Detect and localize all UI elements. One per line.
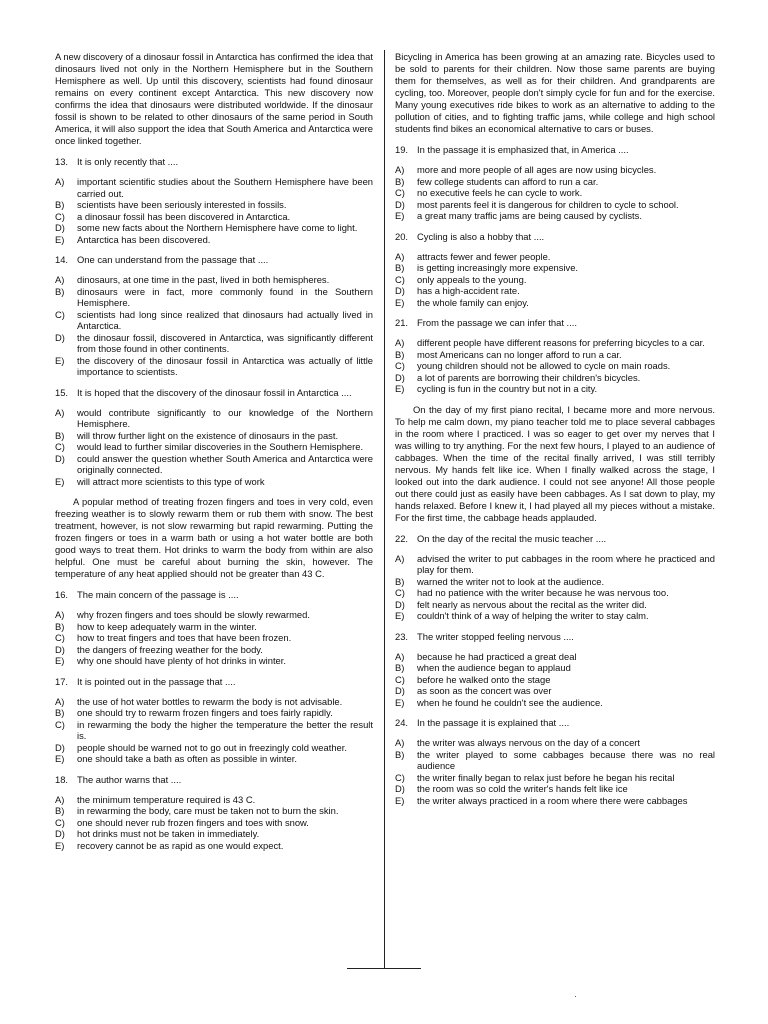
answer-option bbox=[55, 840, 373, 852]
option-text: is getting increasingly more expensive. bbox=[417, 262, 579, 273]
option-text: the whole family can enjoy. bbox=[417, 296, 529, 308]
option-text: one should take a bath as often as possible in winter. bbox=[77, 753, 297, 764]
option-letter: B) bbox=[55, 429, 65, 441]
option-letter: C) bbox=[55, 632, 65, 643]
option-letter: E) bbox=[55, 233, 65, 245]
option-letter: E) bbox=[395, 210, 405, 221]
answer-options bbox=[55, 696, 373, 765]
answer-option bbox=[55, 707, 373, 719]
answer-option bbox=[395, 553, 715, 576]
right-column bbox=[395, 51, 715, 815]
answer-option bbox=[55, 222, 373, 234]
option-letter: B) bbox=[55, 199, 65, 210]
option-text: advised the writer to put cabbages in the room where he practiced and play for them. bbox=[417, 552, 715, 575]
answer-option bbox=[395, 772, 715, 784]
option-letter: E) bbox=[55, 475, 65, 487]
option-letter: D) bbox=[395, 285, 405, 296]
option-text: couldn't think of a way of helping the writer to stay calm. bbox=[417, 610, 649, 621]
option-letter: C) bbox=[395, 587, 405, 598]
option-letter: A) bbox=[395, 737, 405, 748]
option-text: some new facts about the Northern Hemisphere have come to light. bbox=[77, 222, 358, 233]
answer-option bbox=[395, 274, 715, 286]
option-text: young children should not be allowed to cycle on main roads. bbox=[417, 360, 671, 371]
option-letter: E) bbox=[395, 696, 405, 708]
question-number: 13. bbox=[55, 156, 69, 167]
option-letter: B) bbox=[55, 805, 65, 816]
question-text: Cycling is also a hobby that .... bbox=[417, 230, 545, 242]
option-text: the minimum temperature required is 43 C. bbox=[77, 793, 256, 805]
option-text: dinosaurs were in fact, more commonly found in the Southern Hemisphere. bbox=[77, 285, 373, 308]
answer-option bbox=[395, 360, 715, 372]
question-text: The writer stopped feeling nervous .... bbox=[417, 630, 574, 642]
answer-option bbox=[55, 609, 373, 621]
question-stem bbox=[395, 533, 715, 545]
answer-option bbox=[395, 697, 715, 709]
question-text: From the passage we can infer that .... bbox=[417, 317, 577, 328]
option-text: as soon as the concert was over bbox=[417, 685, 552, 696]
option-text: one should try to rewarm frozen fingers and toes fairly rapidly. bbox=[77, 707, 333, 718]
option-letter: E) bbox=[55, 753, 65, 764]
option-text: hot drinks must not be taken in immediately. bbox=[77, 828, 260, 839]
option-text: will attract more scientists to this type of work bbox=[77, 475, 265, 487]
answer-options bbox=[55, 176, 373, 245]
option-letter: E) bbox=[395, 610, 405, 621]
option-text: could answer the question whether South America and Antarctica were originally connected. bbox=[77, 452, 373, 475]
answer-option bbox=[55, 632, 373, 644]
answer-option bbox=[395, 737, 715, 749]
answer-option bbox=[395, 372, 715, 384]
answer-option bbox=[55, 274, 373, 286]
option-text: the discovery of the dinosaur fossil in Antarctica was actually of little importance to scientists. bbox=[77, 354, 373, 377]
answer-option bbox=[395, 383, 715, 395]
left-column bbox=[55, 51, 373, 860]
answer-options bbox=[395, 251, 715, 309]
answer-option bbox=[55, 430, 373, 442]
answer-options bbox=[395, 164, 715, 222]
option-text: more and more people of all ages are now using bicycles. bbox=[417, 164, 657, 175]
option-text: most Americans can no longer afford to run a car. bbox=[417, 348, 622, 360]
option-text: when the audience began to applaud bbox=[417, 662, 571, 673]
answer-option bbox=[55, 805, 373, 817]
answer-option bbox=[395, 164, 715, 176]
option-letter: A) bbox=[55, 695, 65, 707]
answer-option bbox=[55, 696, 373, 708]
answer-options bbox=[395, 337, 715, 395]
option-letter: C) bbox=[395, 273, 405, 285]
option-text: Antarctica has been discovered. bbox=[77, 233, 211, 245]
option-text: the room was so cold the writer's hands felt like ice bbox=[417, 783, 628, 794]
reading-passage: Bicycling in America has been growing at an amazing rate. Bicycles used to be sold to parents for their children. Now those same parents are buying them for themselves, as well as for their children. And grandparents are cycling, too. Moreover, people don't simply cycle for fun and for the exercise. Many young executives ride bikes to work as an alternative to adding to the pollution of cities, and to fighting traffic jams, while college and high school students find bikes an economical alternative to cars or buses. bbox=[395, 51, 715, 134]
option-letter: C) bbox=[55, 816, 65, 828]
option-text: will throw further light on the existence of dinosaurs in the past. bbox=[77, 429, 339, 441]
option-letter: D) bbox=[395, 598, 405, 610]
answer-option bbox=[395, 349, 715, 361]
option-text: a dinosaur fossil has been discovered in Antarctica. bbox=[77, 210, 291, 222]
answer-option bbox=[55, 355, 373, 378]
question-text: It is hoped that the discovery of the dinosaur fossil in Antarctica .... bbox=[77, 386, 352, 398]
answer-option bbox=[55, 794, 373, 806]
option-letter: E) bbox=[395, 794, 405, 806]
option-text: when he found he couldn't see the audience. bbox=[417, 696, 603, 708]
question-number: 22. bbox=[395, 532, 409, 544]
option-text: recovery cannot be as rapid as one would expect. bbox=[77, 839, 284, 851]
option-text: dinosaurs, at one time in the past, lived in both hemispheres. bbox=[77, 274, 330, 285]
option-text: a great many traffic jams are being caused by cyclists. bbox=[417, 210, 642, 221]
option-letter: D) bbox=[395, 198, 405, 210]
answer-option bbox=[55, 753, 373, 765]
option-letter: E) bbox=[55, 354, 65, 366]
answer-options bbox=[55, 609, 373, 667]
option-text: before he walked onto the stage bbox=[417, 673, 551, 685]
question-stem bbox=[55, 254, 373, 266]
option-text: the use of hot water bottles to rewarm the body is not advisable. bbox=[77, 695, 343, 707]
answer-option bbox=[395, 651, 715, 663]
option-text: people should be warned not to go out in freezingly cold weather. bbox=[77, 741, 347, 753]
answer-option bbox=[55, 286, 373, 309]
answer-option bbox=[55, 441, 373, 453]
option-text: because he had practiced a great deal bbox=[417, 650, 577, 662]
option-text: attracts fewer and fewer people. bbox=[417, 250, 551, 262]
option-letter: A) bbox=[395, 164, 405, 175]
option-text: the writer finally began to relax just before he began his recital bbox=[417, 771, 675, 783]
option-letter: A) bbox=[55, 406, 65, 418]
page-mark bbox=[575, 996, 576, 997]
option-text: the dangers of freezing weather for the body. bbox=[77, 643, 263, 655]
column-divider bbox=[384, 50, 385, 968]
answer-option bbox=[55, 176, 373, 199]
option-text: one should never rub frozen fingers and toes with snow. bbox=[77, 816, 309, 828]
answer-option bbox=[395, 210, 715, 222]
option-letter: A) bbox=[395, 250, 405, 262]
question-stem bbox=[55, 774, 373, 786]
question-number: 21. bbox=[395, 317, 409, 328]
question-number: 17. bbox=[55, 675, 69, 687]
answer-option bbox=[395, 749, 715, 772]
answer-option bbox=[395, 187, 715, 199]
question-text: One can understand from the passage that .... bbox=[77, 254, 269, 265]
option-letter: B) bbox=[395, 262, 405, 273]
option-text: cycling is fun in the country but not in a city. bbox=[417, 383, 598, 394]
option-text: in rewarming the body the higher the temperature the better the result is. bbox=[77, 718, 373, 741]
option-letter: C) bbox=[395, 187, 405, 198]
answer-option bbox=[395, 795, 715, 807]
option-text: warned the writer not to look at the audience. bbox=[417, 575, 605, 587]
option-text: the dinosaur fossil, discovered in Antarctica, was significantly different from those found in other continents. bbox=[77, 331, 373, 354]
question-stem bbox=[395, 144, 715, 156]
option-letter: B) bbox=[395, 748, 405, 760]
question-number: 16. bbox=[55, 589, 69, 600]
option-letter: D) bbox=[55, 222, 65, 233]
option-letter: B) bbox=[55, 707, 65, 718]
option-letter: A) bbox=[55, 274, 65, 285]
option-text: would lead to further similar discoveries in the Southern Hemisphere. bbox=[77, 441, 364, 452]
answer-options bbox=[55, 794, 373, 852]
option-text: the writer always practiced in a room where there were cabbages bbox=[417, 794, 688, 806]
answer-option bbox=[395, 199, 715, 211]
option-text: few college students can afford to run a car. bbox=[417, 175, 599, 187]
option-text: would contribute significantly to our knowledge of the Northern Hemisphere. bbox=[77, 406, 373, 429]
option-letter: E) bbox=[395, 296, 405, 308]
option-letter: D) bbox=[55, 452, 65, 464]
answer-options bbox=[395, 737, 715, 806]
option-letter: D) bbox=[55, 331, 65, 343]
option-letter: A) bbox=[55, 793, 65, 805]
answer-option bbox=[55, 211, 373, 223]
reading-passage: On the day of my first piano recital, I became more and more nervous. To help me calm down, my piano teacher told me to place several cabbages in the room where I practiced. I was so eager to get over my nerves that I was willing to try anything. For the next few hours, I played to an audience of cabbages. When the time of the recital finally arrived, I was still terribly nervous. My hands felt like ice. When I finally walked across the stage, I looked out into the dark audience. I could not see anyone! All those people out there could just as easily have been cabbages. As I sat down to play, my hands relaxed. Before I knew it, I had played all my pieces without a mistake. For the first time, the cabbage heads applauded. bbox=[395, 403, 715, 523]
question-number: 14. bbox=[55, 254, 69, 265]
answer-option bbox=[55, 309, 373, 332]
answer-option bbox=[395, 262, 715, 274]
answer-option bbox=[395, 610, 715, 622]
option-text: in rewarming the body, care must be taken not to burn the skin. bbox=[77, 805, 339, 816]
option-letter: E) bbox=[55, 839, 65, 851]
footer-rule bbox=[347, 968, 421, 969]
answer-option bbox=[55, 828, 373, 840]
option-letter: C) bbox=[395, 673, 405, 685]
answer-option bbox=[55, 742, 373, 754]
option-letter: C) bbox=[55, 210, 65, 222]
answer-option bbox=[395, 685, 715, 697]
option-letter: A) bbox=[55, 609, 65, 620]
answer-option bbox=[55, 234, 373, 246]
option-text: only appeals to the young. bbox=[417, 273, 527, 285]
answer-option bbox=[395, 576, 715, 588]
answer-options bbox=[55, 407, 373, 488]
option-text: had no patience with the writer because he was nervous too. bbox=[417, 587, 669, 598]
option-letter: C) bbox=[55, 718, 65, 730]
answer-option bbox=[55, 817, 373, 829]
answer-option bbox=[395, 337, 715, 349]
option-text: different people have different reasons for preferring bicycles to a car. bbox=[417, 337, 705, 348]
option-letter: B) bbox=[55, 620, 65, 632]
option-letter: D) bbox=[55, 643, 65, 655]
option-letter: C) bbox=[55, 308, 65, 320]
reading-passage: A new discovery of a dinosaur fossil in Antarctica has confirmed the idea that dinosaurs lived not only in the Northern Hemisphere but in the Southern Hemisphere as well. Up until this discovery, scientists had found dinosaur remains on every continent except Antarctica. This new discovery now confirms the idea that dinosaurs were distributed worldwide. If the dinosaur fossil is shown to be related to other dinosaurs of the same period in South America, it will also support the idea that South America and Antarctica were once linked together. bbox=[55, 51, 373, 146]
option-letter: B) bbox=[395, 175, 405, 187]
question-stem bbox=[395, 231, 715, 243]
answer-option bbox=[395, 599, 715, 611]
question-number: 19. bbox=[395, 144, 409, 155]
option-letter: D) bbox=[395, 685, 405, 696]
option-letter: A) bbox=[55, 176, 65, 187]
option-letter: B) bbox=[395, 662, 405, 673]
question-text: It is pointed out in the passage that .... bbox=[77, 675, 236, 687]
answer-options bbox=[395, 553, 715, 622]
option-letter: A) bbox=[395, 552, 405, 564]
answer-option bbox=[395, 662, 715, 674]
question-stem bbox=[55, 589, 373, 601]
option-letter: C) bbox=[395, 360, 405, 371]
option-letter: C) bbox=[395, 771, 405, 783]
question-stem bbox=[395, 631, 715, 643]
option-text: the writer played to some cabbages because there was no real audience bbox=[417, 748, 715, 771]
option-text: why frozen fingers and toes should be slowly rewarmed. bbox=[77, 609, 310, 620]
option-text: a lot of parents are borrowing their children's bicycles. bbox=[417, 371, 641, 383]
answer-option bbox=[395, 783, 715, 795]
question-text: The main concern of the passage is .... bbox=[77, 589, 239, 600]
answer-options bbox=[55, 274, 373, 378]
option-text: no executive feels he can cycle to work. bbox=[417, 187, 583, 198]
option-letter: A) bbox=[395, 337, 405, 348]
question-number: 15. bbox=[55, 386, 69, 398]
option-letter: C) bbox=[55, 441, 65, 452]
option-letter: D) bbox=[395, 371, 405, 383]
option-letter: E) bbox=[395, 383, 405, 394]
reading-passage: A popular method of treating frozen fingers and toes in very cold, even freezing weather is to slowly rewarm them or rub them with snow. The best treatment, however, is not slow rewarming but rapid rewarming. Putting the frozen fingers or toes in a warm bath or using a hot water bottle are both good ways to treat them. Hot drinks to warm the body from within are also helpful. One must be careful about burning the skin, however. The temperature of any heat applied should not be greater than 43 C. bbox=[55, 496, 373, 579]
answer-option bbox=[55, 655, 373, 667]
answer-option bbox=[395, 285, 715, 297]
answer-option bbox=[395, 297, 715, 309]
answer-option bbox=[55, 453, 373, 476]
question-stem bbox=[395, 717, 715, 729]
question-stem bbox=[55, 387, 373, 399]
option-text: has a high-accident rate. bbox=[417, 285, 520, 296]
option-text: most parents feel it is dangerous for children to cycle to school. bbox=[417, 198, 679, 210]
answer-option bbox=[55, 199, 373, 211]
question-text: On the day of the recital the music teacher .... bbox=[417, 532, 607, 544]
option-letter: D) bbox=[55, 741, 65, 753]
answer-option bbox=[55, 332, 373, 355]
answer-option bbox=[395, 251, 715, 263]
option-text: how to keep adequately warm in the winter. bbox=[77, 620, 257, 632]
answer-option bbox=[55, 476, 373, 488]
option-letter: D) bbox=[55, 828, 65, 839]
question-text: In the passage it is emphasized that, in America .... bbox=[417, 144, 629, 155]
answer-option bbox=[55, 719, 373, 742]
option-text: scientists have been seriously interested in fossils. bbox=[77, 199, 287, 210]
answer-options bbox=[395, 651, 715, 709]
answer-option bbox=[55, 621, 373, 633]
option-letter: B) bbox=[55, 285, 65, 297]
answer-option bbox=[395, 674, 715, 686]
question-number: 20. bbox=[395, 230, 409, 242]
question-number: 18. bbox=[55, 773, 69, 785]
answer-option bbox=[395, 587, 715, 599]
option-letter: A) bbox=[395, 650, 405, 662]
question-number: 24. bbox=[395, 717, 409, 728]
answer-option bbox=[395, 176, 715, 188]
option-text: how to treat fingers and toes that have been frozen. bbox=[77, 632, 292, 643]
option-letter: B) bbox=[395, 348, 405, 360]
option-text: felt nearly as nervous about the recital as the writer did. bbox=[417, 598, 647, 610]
option-letter: E) bbox=[55, 655, 65, 666]
question-stem bbox=[55, 676, 373, 688]
answer-option bbox=[55, 407, 373, 430]
option-letter: D) bbox=[395, 783, 405, 794]
option-text: the writer was always nervous on the day of a concert bbox=[417, 737, 641, 748]
option-text: why one should have plenty of hot drinks in winter. bbox=[77, 655, 286, 666]
option-text: scientists had long since realized that dinosaurs had actually lived in Antarctica. bbox=[77, 308, 373, 331]
option-text: important scientific studies about the Southern Hemisphere have been carried out. bbox=[77, 176, 373, 199]
question-text: In the passage it is explained that .... bbox=[417, 717, 570, 728]
question-stem bbox=[395, 317, 715, 329]
option-letter: B) bbox=[395, 575, 405, 587]
question-stem bbox=[55, 156, 373, 168]
question-number: 23. bbox=[395, 630, 409, 642]
answer-option bbox=[55, 644, 373, 656]
question-text: It is only recently that .... bbox=[77, 156, 179, 167]
question-text: The author warns that .... bbox=[77, 773, 182, 785]
